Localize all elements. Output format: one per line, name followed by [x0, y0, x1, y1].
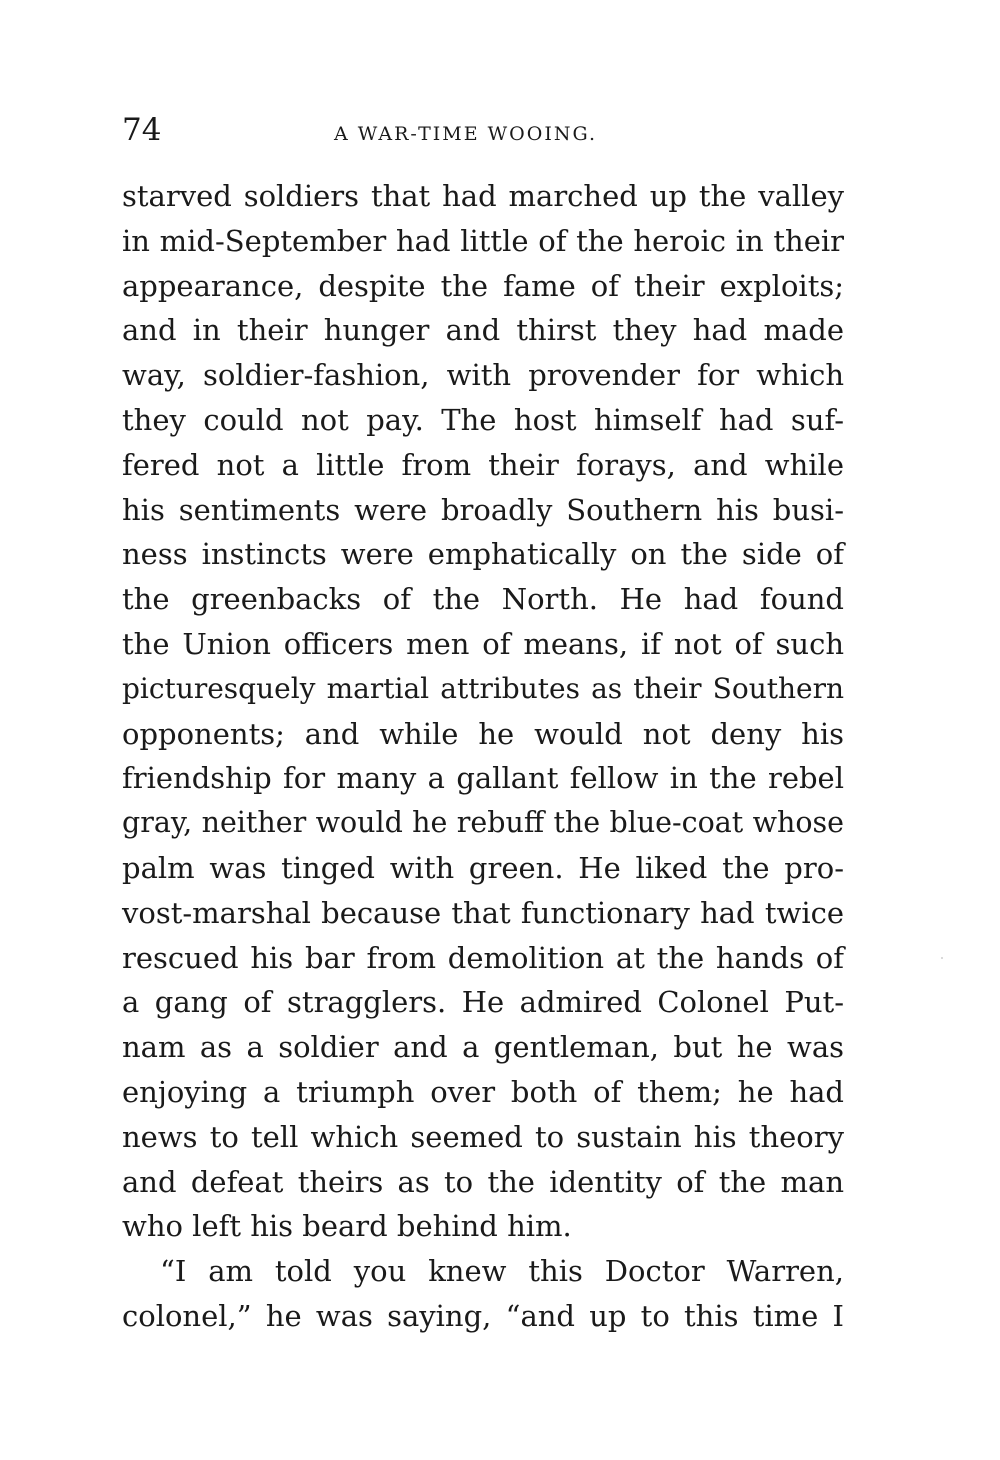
- text-line: in mid-September had little of the heroic in their: [122, 223, 844, 258]
- paper-speck: [941, 957, 943, 959]
- text-line: palm was tinged with green. He liked the pro-: [122, 850, 844, 885]
- text-line: vost-marshal because that functionary had twice: [122, 895, 844, 930]
- text-line: nam as a soldier and a gentleman, but he was: [122, 1030, 844, 1065]
- body-text: [122, 174, 844, 1339]
- text-line: enjoying a triumph over both of them; he had: [122, 1074, 844, 1109]
- running-head: [122, 108, 842, 152]
- text-line: and defeat theirs as to the identity of the man: [122, 1164, 844, 1199]
- text-line: the Union officers men of means, if not of such: [122, 626, 844, 661]
- text-line: way, soldier-fashion, with provender for which: [122, 358, 844, 393]
- text-line: friendship for many a gallant fellow in the rebel: [122, 761, 844, 796]
- page-number: 74: [122, 112, 162, 148]
- text-line: rescued his bar from demolition at the hands of: [122, 940, 844, 975]
- text-line: news to tell which seemed to sustain his theory: [122, 1119, 844, 1154]
- text-line: picturesquely martial attributes as their Southern: [122, 671, 844, 705]
- text-line: appearance, despite the fame of their exploits;: [122, 268, 844, 303]
- text-line: a gang of stragglers. He admired Colonel Put-: [122, 985, 844, 1020]
- text-line: opponents; and while he would not deny his: [122, 716, 844, 751]
- text-line: they could not pay. The host himself had suf-: [122, 402, 844, 437]
- text-line: ness instincts were emphatically on the side of: [122, 537, 844, 572]
- text-line: colonel,” he was saying, “and up to this time I: [122, 1298, 844, 1333]
- text-line: fered not a little from their forays, and while: [122, 447, 844, 482]
- text-line-paragraph-end: who left his beard behind him.: [122, 1209, 572, 1244]
- running-title: A WAR-TIME WOOING.: [334, 123, 598, 145]
- text-line: the greenbacks of the North. He had found: [122, 582, 844, 617]
- text-line: starved soldiers that had marched up the valley: [122, 179, 844, 213]
- text-line-paragraph-start: “I am told you knew this Doctor Warren,: [160, 1254, 844, 1289]
- text-line: gray, neither would he rebuff the blue-coat whose: [122, 806, 844, 840]
- text-line: and in their hunger and thirst they had made: [122, 313, 844, 348]
- text-line: his sentiments were broadly Southern his busi-: [122, 492, 844, 527]
